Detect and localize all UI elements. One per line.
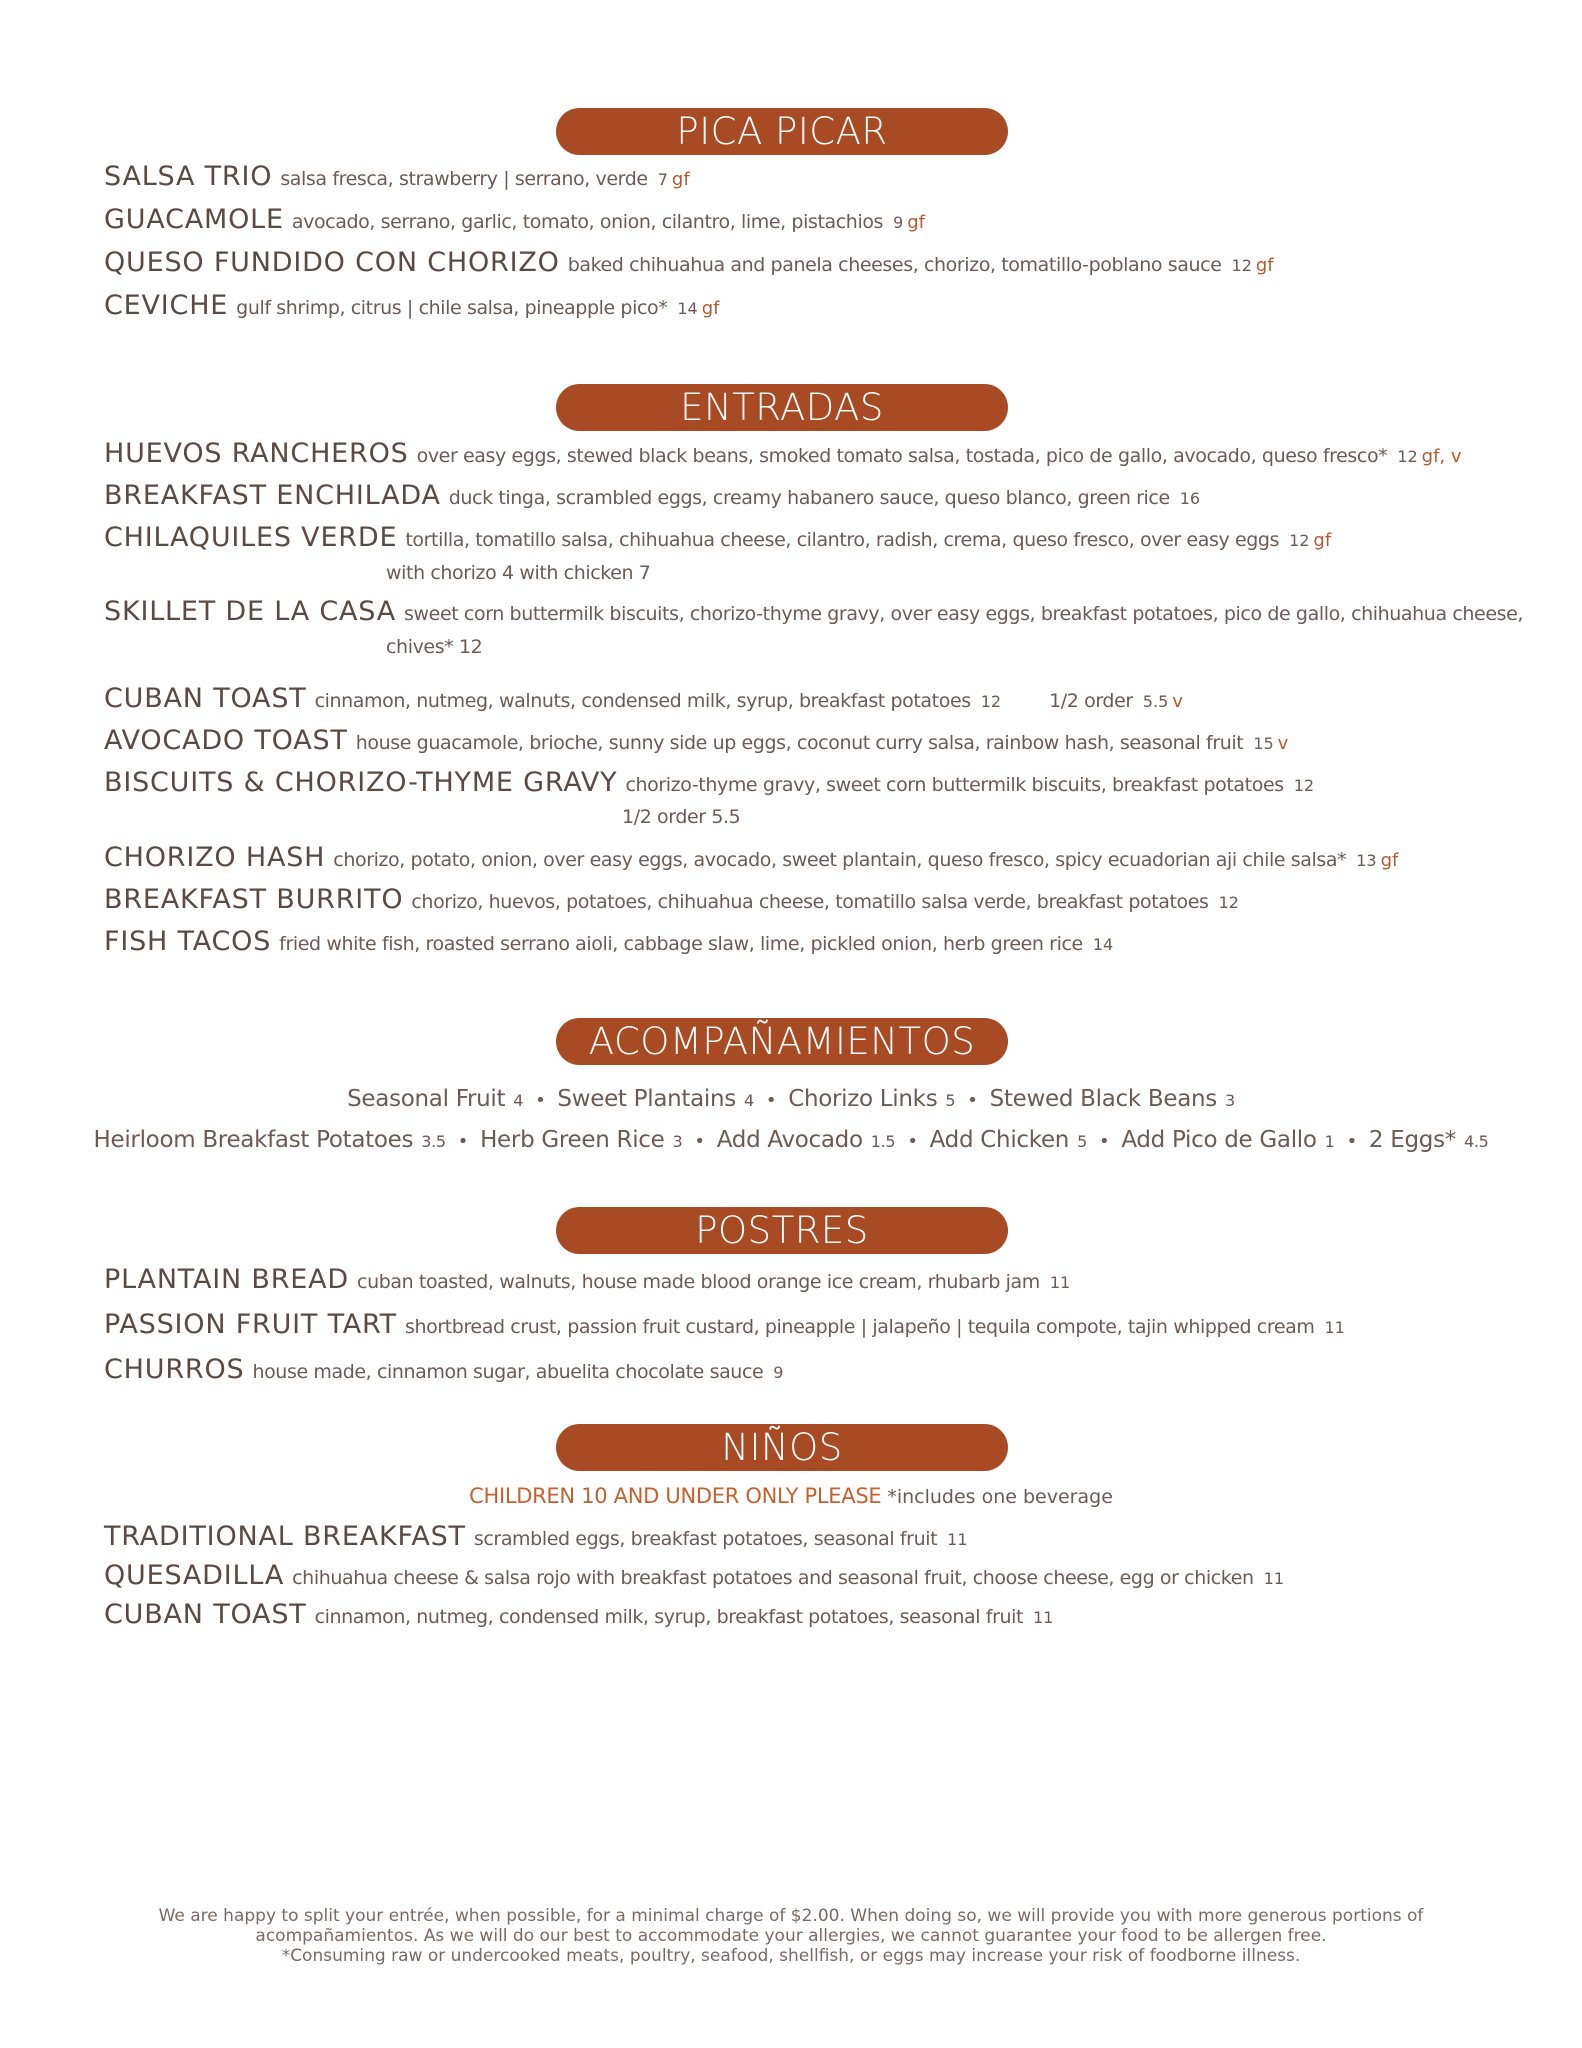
dietary-tag: gf (1255, 255, 1274, 276)
side-item-price: 5 (1077, 1132, 1087, 1151)
item-description: scrambled eggs, breakfast potatoes, seasonal fruit (473, 1528, 938, 1550)
item-description: house made, cinnamon sugar, abuelita chocolate sauce (252, 1361, 764, 1383)
item-price: 7 (657, 170, 668, 189)
side-item-price: 5 (945, 1091, 956, 1110)
item-price: 15 (1253, 734, 1274, 753)
item-name: CUBAN TOAST (104, 683, 307, 714)
item-name: SALSA TRIO (104, 161, 273, 192)
item-name: CHILAQUILES VERDE (104, 522, 398, 553)
side-item-name: Sweet Plantains (557, 1086, 736, 1112)
section-banner-postres: POSTRES (556, 1207, 1008, 1254)
side-item-name: Seasonal Fruit (347, 1086, 506, 1112)
dietary-tag: gf (701, 298, 720, 319)
dietary-tag: gf (907, 212, 926, 233)
menu-item (104, 1560, 1284, 1591)
menu-item (104, 884, 1239, 915)
item-price: 13 (1356, 851, 1377, 870)
side-item-name: Chorizo Links (788, 1086, 938, 1112)
item-description: salsa fresca, strawberry | serrano, verde (280, 168, 648, 190)
side-item-name: Stewed Black Beans (989, 1086, 1217, 1112)
item-description: chorizo, potato, onion, over easy eggs, avocado, sweet plantain, queso fresco, spicy ecuadorian aji chile salsa* (333, 849, 1347, 871)
allergy-policy-text: acompañamientos. As we will do our best to accommodate your allergies, we cannot guarantee your food to be allergen free. (255, 1926, 1327, 1946)
item-price: 11 (1049, 1273, 1071, 1292)
menu-item (104, 247, 1274, 278)
item-description: tortilla, tomatillo salsa, chihuahua cheese, cilantro, radish, crema, queso fresco, over easy eggs (405, 529, 1280, 551)
menu-item (104, 480, 1200, 511)
menu-item (104, 438, 1462, 469)
section-banner-ninos: NIÑOS (556, 1424, 1008, 1471)
item-name: BREAKFAST ENCHILADA (104, 480, 441, 511)
menu-item (104, 1599, 1053, 1630)
side-item-price: 4 (743, 1091, 754, 1110)
dietary-tag: gf (671, 169, 690, 190)
consumption-warning: *Consuming raw or undercooked meats, poultry, seafood, shellfish, or eggs may increase your risk of foodborne illness. (281, 1946, 1301, 1966)
item-name: BREAKFAST BURRITO (104, 884, 404, 915)
age-restriction: CHILDREN 10 AND UNDER ONLY PLEASE (469, 1484, 882, 1508)
section-banner-pica-picar: PICA PICAR (556, 108, 1008, 155)
item-name: HUEVOS RANCHEROS (104, 438, 409, 469)
sides-line-2 (0, 1127, 1582, 1153)
item-price: 14 (1092, 935, 1114, 954)
bullet-separator: • (1098, 1131, 1110, 1152)
menu-item (104, 596, 1523, 627)
item-price: 9 (773, 1363, 784, 1382)
dietary-tag: gf (1313, 530, 1332, 551)
item-description: gulf shrimp, citrus | chile salsa, pineapple pico* (236, 297, 668, 319)
menu-item (104, 725, 1288, 756)
item-name: AVOCADO TOAST (104, 725, 348, 756)
side-item-name: Add Chicken (929, 1127, 1070, 1153)
item-name: FISH TACOS (104, 926, 272, 957)
section-banner-acompanamientos: ACOMPAÑAMIENTOS (556, 1018, 1008, 1065)
side-item-name: Herb Green Rice (480, 1127, 665, 1153)
item-description: duck tinga, scrambled eggs, creamy habanero sauce, queso blanco, green rice (448, 487, 1170, 509)
section-banner-entradas: ENTRADAS (556, 384, 1008, 431)
item-name: QUESO FUNDIDO CON CHORIZO (104, 247, 560, 278)
dietary-tag: v (1277, 733, 1289, 754)
item-price: 12 (1218, 893, 1239, 912)
menu-item (104, 842, 1398, 873)
item-price: 14 (677, 299, 698, 318)
menu-item (104, 683, 1183, 714)
dietary-tag: gf (1380, 850, 1399, 871)
item-description: fried white fish, roasted serrano aioli, cabbage slaw, lime, pickled onion, herb green rice (279, 933, 1083, 955)
menu-item (104, 204, 925, 235)
side-item-name: Add Avocado (716, 1127, 863, 1153)
item-price: 11 (1033, 1608, 1054, 1627)
bullet-separator: • (967, 1090, 978, 1111)
item-description: over easy eggs, stewed black beans, smoked tomato salsa, tostada, pico de gallo, avocado, queso fresco* (416, 445, 1388, 467)
item-price: 12 (1231, 256, 1252, 275)
item-name: QUESADILLA (104, 1560, 285, 1591)
bullet-separator: • (535, 1090, 546, 1111)
item-name: PLANTAIN BREAD (104, 1264, 350, 1295)
item-price: 11 (1263, 1569, 1284, 1588)
side-item-price: 3 (672, 1132, 683, 1151)
item-description: sweet corn buttermilk biscuits, chorizo-thyme gravy, over easy eggs, breakfast potatoes, pico de gallo, chihuahua cheese, (404, 603, 1524, 625)
item-price: 12 (1289, 531, 1310, 550)
menu-item (104, 161, 690, 192)
side-item-name: Add Pico de Gallo (1121, 1127, 1317, 1153)
dietary-tag: v (1172, 691, 1183, 712)
item-description: house guacamole, brioche, sunny side up eggs, coconut curry salsa, rainbow hash, seasonal fruit (355, 732, 1244, 754)
side-item-price: 3 (1224, 1091, 1235, 1110)
bullet-separator: • (765, 1090, 777, 1111)
item-price: 11 (1324, 1318, 1345, 1337)
side-item-name: Heirloom Breakfast Potatoes (93, 1127, 414, 1153)
item-description: chorizo, huevos, potatoes, chihuahua cheese, tomatillo salsa verde, breakfast potatoes (411, 891, 1209, 913)
item-description: cinnamon, nutmeg, condensed milk, syrup, breakfast potatoes, seasonal fruit (314, 1606, 1024, 1628)
item-name: SKILLET DE LA CASA (104, 596, 397, 627)
item-name: CHORIZO HASH (104, 842, 326, 873)
item-name: PASSION FRUIT TART (104, 1309, 397, 1340)
item-description: shortbread crust, passion fruit custard, pineapple | jalapeño | tequila compote, tajin whipped cream (404, 1316, 1315, 1338)
item-description: baked chihuahua and panela cheeses, chorizo, tomatillo-poblano sauce (567, 254, 1222, 276)
sides-line-1 (0, 1086, 1582, 1112)
side-item-price: 1.5 (870, 1132, 896, 1151)
half-order-price: 5.5 (1142, 692, 1169, 711)
menu-item (104, 1309, 1345, 1340)
item-name: TRADITIONAL BREAKFAST (104, 1521, 466, 1552)
side-item-price: 3.5 (421, 1132, 446, 1151)
item-price: 12 (1397, 447, 1418, 466)
bullet-separator: • (1346, 1131, 1357, 1152)
bullet-separator: • (694, 1131, 705, 1152)
side-item-price: 1 (1324, 1132, 1335, 1151)
item-name: GUACAMOLE (104, 204, 284, 235)
menu-item (104, 522, 1331, 553)
item-name: CUBAN TOAST (104, 1599, 307, 1630)
item-name: BISCUITS & CHORIZO-THYME GRAVY (104, 767, 618, 798)
item-price: 12 (1293, 776, 1315, 795)
item-description: chihuahua cheese & salsa rojo with breakfast potatoes and seasonal fruit, choose cheese, egg or chicken (292, 1567, 1254, 1589)
item-name: CHURROS (104, 1354, 245, 1385)
bullet-separator: • (907, 1131, 918, 1152)
half-order-option: 1/2 order 5.5 (622, 806, 741, 828)
side-item-price: 4.5 (1463, 1132, 1489, 1151)
item-price: 16 (1179, 489, 1201, 508)
menu-item (104, 767, 1314, 798)
item-price: 11 (947, 1530, 968, 1549)
item-description: chorizo-thyme gravy, sweet corn buttermilk biscuits, breakfast potatoes (625, 774, 1284, 796)
side-item-price: 4 (513, 1091, 524, 1110)
item-description: avocado, serrano, garlic, tomato, onion, cilantro, lime, pistachios (291, 211, 884, 233)
side-item-name: 2 Eggs* (1368, 1127, 1456, 1153)
bullet-separator: • (457, 1131, 469, 1152)
menu-item (104, 1354, 783, 1385)
dietary-tag: gf, v (1421, 446, 1462, 467)
footer-disclaimer (120, 1906, 1462, 1966)
menu-item (104, 1264, 1070, 1295)
item-description: cinnamon, nutmeg, walnuts, condensed milk, syrup, breakfast potatoes (314, 690, 971, 712)
beverage-note: *includes one beverage (887, 1486, 1113, 1508)
item-addons: with chorizo 4 with chicken 7 (386, 562, 651, 584)
menu-item (104, 1521, 968, 1552)
item-price: 9 (893, 213, 904, 232)
menu-item (104, 926, 1113, 957)
item-description: cuban toasted, walnuts, house made blood orange ice cream, rhubarb jam (357, 1271, 1040, 1293)
split-policy-text: We are happy to split your entrée, when possible, for a minimal charge of $2.00. When doing so, we will provide you with more generous portions of (158, 1906, 1424, 1926)
item-price: 12 (980, 692, 1002, 711)
menu-item (104, 290, 719, 321)
item-name: CEVICHE (104, 290, 229, 321)
half-order-label: 1/2 order (1049, 690, 1133, 712)
kids-age-note (0, 1484, 1582, 1508)
item-description-continued: chives* 12 (386, 636, 483, 658)
